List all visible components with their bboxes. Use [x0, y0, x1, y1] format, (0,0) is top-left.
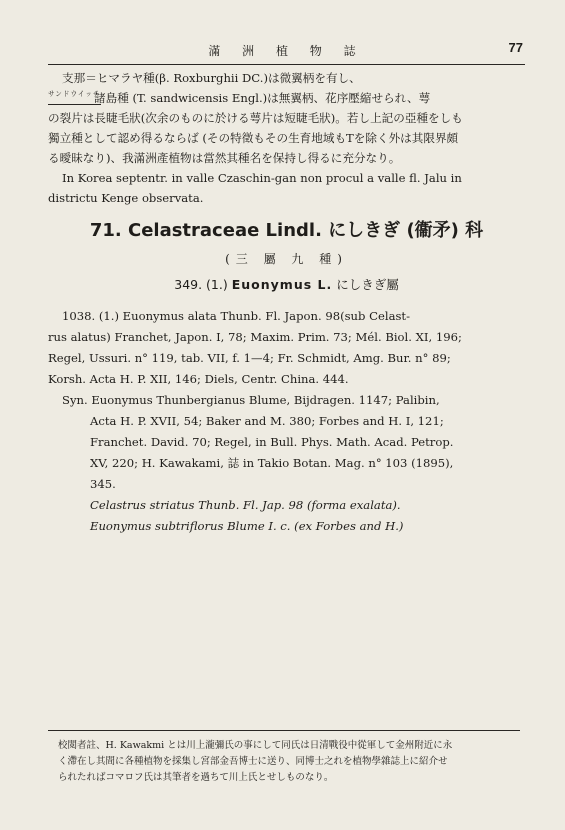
synonym-line-3: Franchet. David. 70; Regel, in Bull. Phys. Math. Acad. Petrop.: [90, 435, 454, 449]
family-subheading: (三 屬 九 種): [225, 252, 348, 266]
latin-line-2: districtu Kenge observata.: [48, 191, 204, 205]
family-number: 71.: [89, 220, 122, 241]
genus-number: 349. (1.): [174, 277, 228, 292]
synonym-line-4: XV, 220; H. Kawakami, 誌 in Takio Botan. Mag. n° 103 (1895),: [90, 456, 454, 470]
page-body: [48, 68, 525, 537]
genus-name: Euonymus L.: [231, 277, 333, 292]
synonym-line-7: Euonymus subtriflorus Blume I. c. (ex Forbes and H.): [90, 519, 404, 533]
footnote-line-1: 校閲者註、H. Kawakmi とは川上瀧彌氏の事にして同氏は日清戰役中從軍して金州附近に永: [58, 740, 453, 751]
latin-line-1: In Korea septentr. in valle Czaschin-gan non procul a valle fl. Jalu in: [62, 171, 462, 185]
page-header: [48, 40, 525, 65]
intro-line-2-text: 諸島種 (T. sandwicensis Engl.)は無翼柄、花序壓縮せられ、萼: [94, 91, 431, 105]
species-line-4: Korsh. Acta H. P. XII, 146; Diels, Centr. China. 444.: [48, 372, 349, 386]
footnote-line-3: られたればコマロフ氏は其筆者を過ちて川上氏とせしものなり。: [58, 772, 334, 783]
species-line-2: rus alatus) Franchet, Japon. I, 78; Maxim. Prim. 73; Mél. Biol. XI, 196;: [48, 330, 462, 344]
intro-line-5: る曖昧なり)、我滿洲產植物は當然其種名を保持し得るに充分なり。: [48, 151, 401, 165]
intro-line-4: 獨立種として認め得るならば (その特徵もその生育地域もTを除く外は其限界頗: [48, 131, 459, 145]
species-line-1: 1038. (1.) Euonymus alata Thunb. Fl. Japon. 98(sub Celast-: [62, 309, 411, 323]
family-name: Celastraceae Lindl.: [127, 220, 322, 241]
intro-line-1: 支那＝ヒマラヤ種(β. Roxburghii DC.)は微翼柄を有し、: [62, 71, 361, 85]
synonym-line-6: Celastrus striatus Thunb. Fl. Jap. 98 (forma exalata).: [90, 498, 401, 512]
synonym-line-5: 345.: [90, 477, 116, 491]
footnote: [58, 738, 529, 786]
footnote-divider: [48, 730, 520, 731]
genus-heading: [48, 272, 525, 298]
page-number: 77: [508, 40, 523, 55]
family-heading: [48, 216, 525, 246]
genus-japanese: にしきぎ屬: [336, 277, 399, 292]
running-title: 滿 洲 植 物 誌: [208, 44, 365, 58]
synonym-line-2: Acta H. P. XVII, 54; Baker and M. 380; Forbes and H. I, 121;: [90, 414, 444, 428]
synonym-line-1: Syn. Euonymus Thunbergianus Blume, Bijdragen. 1147; Palibin,: [62, 393, 440, 407]
furigana-sandwich: サンドウイッチ: [48, 88, 101, 105]
species-line-3: Regel, Ussuri. n° 119, tab. VII, f. 1—4; Fr. Schmidt, Amg. Bur. n° 89;: [48, 351, 451, 365]
footnote-line-2: く滯在し其間に各種植物を採集し宮部金吾博士に送り、同博士之れを植物學雜誌上に紹介せ: [58, 756, 448, 767]
intro-line-2: [48, 88, 525, 108]
family-japanese: にしきぎ (衞矛) 科: [328, 220, 484, 241]
intro-line-3: の裂片は長睫毛狀(次余のものに於ける萼片は短睫毛狀)。若し上記の亞種をしも: [48, 111, 463, 125]
